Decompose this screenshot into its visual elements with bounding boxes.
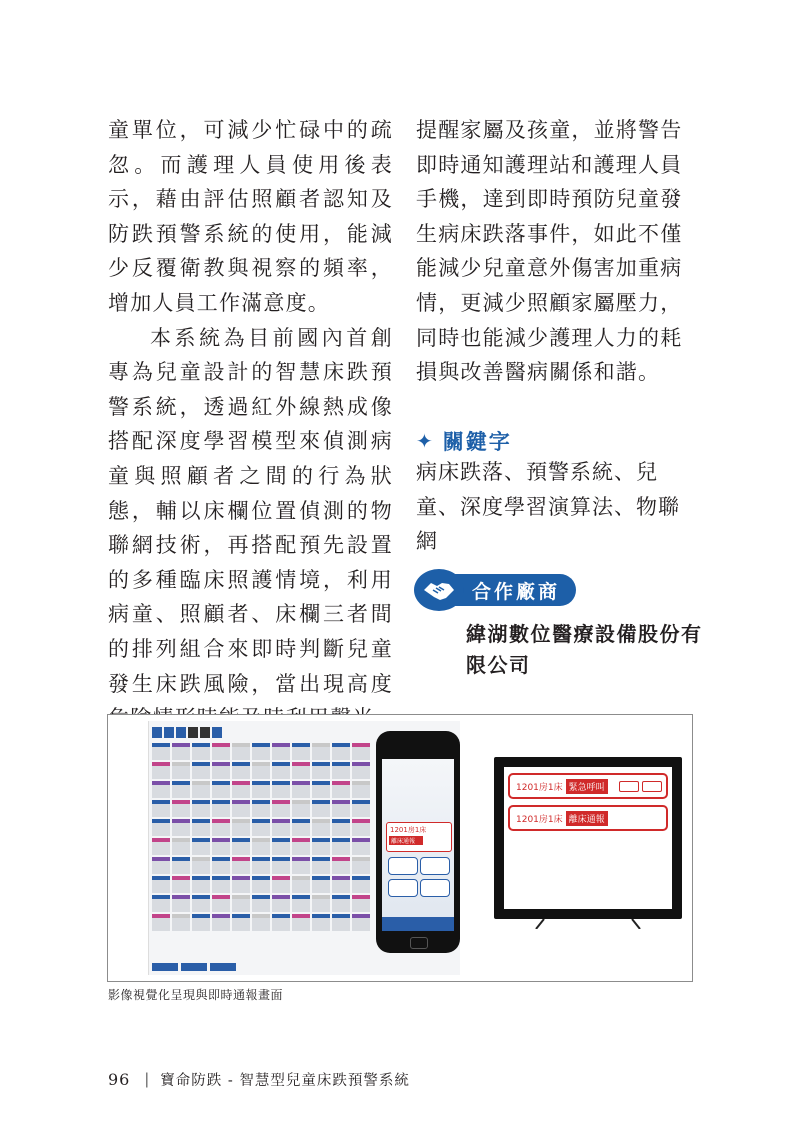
bed-cell — [272, 876, 290, 893]
phone-alert-status: 離床通報 — [389, 836, 423, 845]
left-paragraph-1: 童單位，可減少忙碌中的疏忽。而護理人員使用後表示，藉由評估照顧者認知及防跌預警系統的使用，能減少反覆衛教與視察的頻率，增加人員工作滿意度。 — [108, 118, 393, 315]
bed-cell — [152, 895, 170, 912]
bed-cell — [252, 762, 270, 779]
sparkle-icon: ✦ — [416, 429, 435, 453]
partner-badge — [414, 570, 576, 610]
bed-cell — [312, 819, 330, 836]
page-footer — [108, 1069, 410, 1090]
bed-row — [152, 895, 370, 912]
tv-alert-status: 緊急呼叫 — [566, 779, 608, 794]
bed-cell — [232, 857, 250, 874]
bed-cell — [292, 800, 310, 817]
bed-cell — [152, 857, 170, 874]
bed-cell — [212, 819, 230, 836]
bed-row — [152, 914, 370, 931]
bed-cell — [252, 800, 270, 817]
bed-cell — [332, 800, 350, 817]
bed-cell — [272, 762, 290, 779]
bed-cell — [312, 838, 330, 855]
dashboard-tabs — [152, 727, 222, 738]
phone-mockup — [376, 731, 460, 953]
bed-cell — [192, 876, 210, 893]
page-number: 96 — [108, 1070, 131, 1089]
bed-cell — [232, 800, 250, 817]
bed-cell — [192, 743, 210, 760]
bed-cell — [152, 800, 170, 817]
bed-row — [152, 819, 370, 836]
bed-cell — [212, 876, 230, 893]
bed-cell — [192, 819, 210, 836]
bed-cell — [232, 895, 250, 912]
dashboard-sidebar — [116, 721, 149, 975]
bed-cell — [332, 819, 350, 836]
left-column — [108, 113, 393, 736]
bed-cell — [232, 838, 250, 855]
bed-cell — [232, 914, 250, 931]
bed-cell — [332, 914, 350, 931]
bed-cell — [332, 743, 350, 760]
bed-cell — [272, 857, 290, 874]
bed-cell — [172, 743, 190, 760]
bed-cell — [172, 762, 190, 779]
phone-nav-bar — [382, 917, 454, 931]
bed-cell — [192, 781, 210, 798]
dashboard-buttons — [152, 963, 236, 971]
bed-cell — [152, 781, 170, 798]
partner-name: 緯湖數位醫療設備股份有限公司 — [466, 622, 703, 677]
bed-cell — [232, 781, 250, 798]
bed-cell — [252, 819, 270, 836]
phone-alert — [386, 822, 452, 852]
keywords-heading — [416, 426, 512, 456]
right-column — [416, 113, 701, 390]
bed-cell — [192, 895, 210, 912]
bed-cell — [312, 762, 330, 779]
figure-panel — [107, 714, 693, 982]
bed-cell — [152, 762, 170, 779]
bed-cell — [212, 857, 230, 874]
tv-alert-2 — [508, 805, 668, 831]
bed-cell — [352, 743, 370, 760]
bed-cell — [312, 800, 330, 817]
tv-alert-room: 1201房1床 — [516, 782, 563, 793]
bed-cell — [332, 781, 350, 798]
bed-cell — [192, 762, 210, 779]
bed-cell — [192, 838, 210, 855]
bed-cell — [192, 857, 210, 874]
bed-cell — [352, 895, 370, 912]
bed-cell — [152, 838, 170, 855]
phone-home-button — [410, 937, 428, 949]
tv-monitor — [494, 757, 682, 919]
partner-label: 合作廠商 — [452, 574, 576, 606]
bed-cell — [172, 914, 190, 931]
bed-cell — [172, 895, 190, 912]
bed-cell — [292, 838, 310, 855]
bed-cell — [272, 914, 290, 931]
bed-cell — [352, 800, 370, 817]
bed-cell — [352, 876, 370, 893]
bed-cell — [292, 819, 310, 836]
bed-cell — [272, 819, 290, 836]
keywords-text: 病床跌落、預警系統、兒童、深度學習演算法、物聯網 — [416, 460, 680, 554]
bed-cell — [312, 781, 330, 798]
handshake-icon — [414, 569, 464, 611]
bed-cell — [352, 857, 370, 874]
bed-cell — [252, 781, 270, 798]
bed-cell — [272, 895, 290, 912]
bed-cell — [232, 743, 250, 760]
bed-cell — [152, 743, 170, 760]
bed-cell — [272, 743, 290, 760]
bed-cell — [232, 762, 250, 779]
bed-cell — [252, 895, 270, 912]
bed-row — [152, 743, 370, 760]
bed-cell — [152, 914, 170, 931]
bed-cell — [292, 781, 310, 798]
bed-cell — [272, 838, 290, 855]
bed-row — [152, 781, 370, 798]
bed-cell — [252, 838, 270, 855]
bed-cell — [232, 819, 250, 836]
bed-cell — [212, 838, 230, 855]
bed-cell — [352, 838, 370, 855]
bed-grid — [152, 743, 370, 933]
left-paragraph-2: 本系統為目前國內首創專為兒童設計的智慧床跌預警系統，透過紅外線熱成像搭配深度學習模型來偵測病童與照顧者之間的行為狀態，輔以床欄位置偵測的物聯網技術，再搭配預先設置的多種臨床照護情境，利用病童、照顧者、床欄三者間的排列組合來即時判斷兒童發生床跌風險，當出現高度 — [108, 325, 393, 696]
bed-cell — [252, 857, 270, 874]
tv-alert-status: 離床通報 — [566, 811, 608, 826]
bed-row — [152, 857, 370, 874]
bed-row — [152, 762, 370, 779]
bed-cell — [212, 762, 230, 779]
bed-cell — [312, 895, 330, 912]
right-paragraph-1: 提醒家屬及孩童，並將警告即時通知護理站和護理人員手機，達到即時預防兒童發生病床跌落事件，如此不僅能減少兒童意外傷害加重病情，更減少照顧家屬壓力，同時也能減少護理人力的耗損與改善醫病關係和諧。 — [416, 118, 683, 385]
bed-cell — [292, 876, 310, 893]
bed-cell — [352, 914, 370, 931]
bed-cell — [172, 781, 190, 798]
bed-cell — [332, 838, 350, 855]
bed-cell — [252, 876, 270, 893]
bed-cell — [292, 762, 310, 779]
bed-cell — [312, 914, 330, 931]
bed-cell — [272, 781, 290, 798]
bed-cell — [212, 800, 230, 817]
bed-cell — [192, 800, 210, 817]
bed-cell — [332, 876, 350, 893]
bed-cell — [272, 800, 290, 817]
tv-alert-room: 1201房1床 — [516, 814, 563, 825]
bed-cell — [352, 781, 370, 798]
phone-alert-room: 1201房1床 — [390, 826, 427, 834]
bed-cell — [332, 762, 350, 779]
tv-alert-1 — [508, 773, 668, 799]
figure-caption: 影像視覺化呈現與即時通報畫面 — [108, 988, 284, 1002]
footer-divider: | — [144, 1071, 151, 1088]
bed-cell — [332, 857, 350, 874]
tv-screen — [504, 767, 672, 909]
bed-cell — [172, 838, 190, 855]
bed-cell — [292, 895, 310, 912]
footer-title: 寶命防跌 - 智慧型兒童床跌預警系統 — [160, 1073, 410, 1089]
bed-cell — [312, 857, 330, 874]
bed-cell — [172, 876, 190, 893]
bed-cell — [292, 857, 310, 874]
bed-cell — [312, 876, 330, 893]
bed-cell — [252, 743, 270, 760]
tv-stand — [528, 919, 648, 929]
bed-cell — [172, 819, 190, 836]
bed-cell — [172, 857, 190, 874]
bed-cell — [352, 762, 370, 779]
bed-cell — [172, 800, 190, 817]
bed-cell — [212, 743, 230, 760]
bed-cell — [332, 895, 350, 912]
bed-row — [152, 838, 370, 855]
bed-cell — [292, 743, 310, 760]
phone-screen — [382, 759, 454, 931]
bed-row — [152, 800, 370, 817]
bed-cell — [232, 876, 250, 893]
bed-cell — [212, 895, 230, 912]
bed-cell — [152, 819, 170, 836]
bed-cell — [352, 819, 370, 836]
bed-cell — [152, 876, 170, 893]
bed-cell — [212, 914, 230, 931]
bed-cell — [292, 914, 310, 931]
bed-cell — [312, 743, 330, 760]
bed-cell — [252, 914, 270, 931]
bed-row — [152, 876, 370, 893]
bed-cell — [192, 914, 210, 931]
bed-cell — [212, 781, 230, 798]
keywords-heading-label: 關鍵字 — [442, 430, 512, 454]
